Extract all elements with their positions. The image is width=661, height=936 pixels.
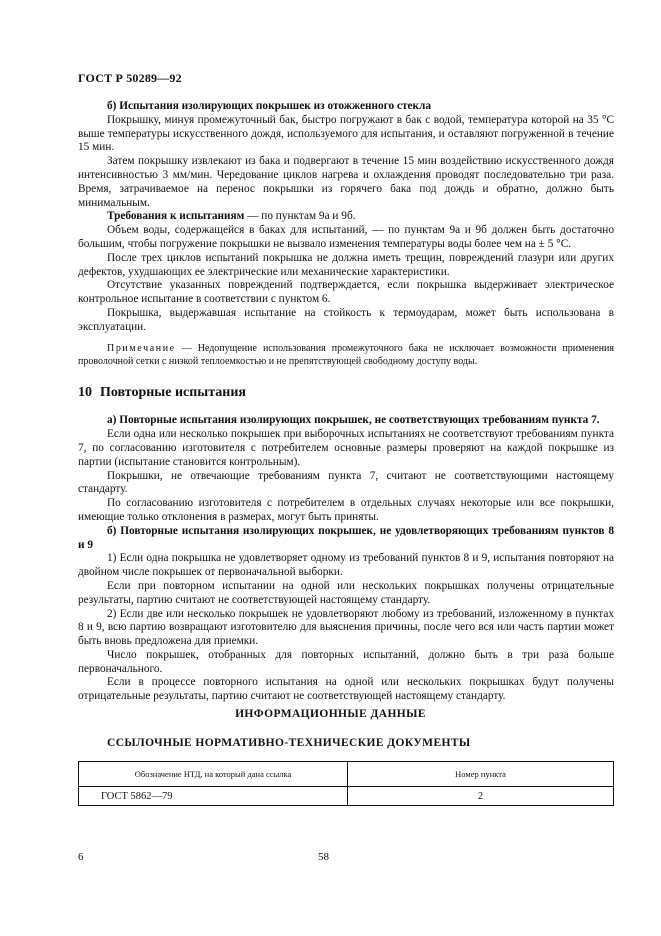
edition-number: 6 bbox=[78, 851, 84, 863]
bold-subheading: б) Повторные испытания изолирующих покрышек, не удовлетворяющих требованиям пунктов 8 и 9 bbox=[78, 524, 614, 551]
table-header-row bbox=[79, 762, 614, 787]
paragraph: После трех циклов испытаний покрышка не должна иметь трещин, повреждений глазури или других дефектов, ухудшающих ее электрические или механические характеристики. bbox=[78, 251, 614, 278]
column-header-designation: Обозначение НТД, на который дана ссылка bbox=[79, 762, 348, 787]
section-10-heading bbox=[78, 386, 614, 400]
section-title: Повторные испытания bbox=[100, 384, 246, 400]
note-text: — Недопущение использования промежуточного бака не исключает возможности применения проволочной сетки с низкой теплоемкостью и не препятствующей свободному доступу воды. bbox=[78, 342, 614, 367]
table-cell-designation: ГОСТ 5862—79 bbox=[79, 787, 348, 806]
refs-title: ССЫЛОЧНЫЕ НОРМАТИВНО-ТЕХНИЧЕСКИЕ ДОКУМЕНТЫ bbox=[107, 737, 471, 749]
paragraph: 1) Если одна покрышка не удовлетворяет одному из требований пунктов 8 и 9, испытания повторяют на двойном числе покрышек от первоначальной выборки. bbox=[78, 552, 614, 579]
page-number: 58 bbox=[318, 851, 329, 863]
references-table bbox=[78, 761, 614, 806]
paragraph: Отсутствие указанных повреждений подтверждается, если покрышка выдерживает электрическое контрольное испытание в соответствии с пунктом 6. bbox=[78, 279, 614, 306]
paragraph: Если одна или несколько покрышек при выборочных испытаниях не соответствуют требованиям пункта 7, по согласованию изготовителя с потребителем основные размеры проверяют на каждой покрышке из партии (испытание становится контрольным). bbox=[78, 428, 614, 468]
paragraph: 2) Если две или несколько покрышек не удовлетворяют любому из требований, изложенному в пунктах 8 и 9, всю партию возвращают изготовителю для выяснения причины, после чего вся или часть партии может быть вновь предложена для приемки. bbox=[78, 607, 614, 648]
info-title: ИНФОРМАЦИОННЫЕ ДАННЫЕ bbox=[235, 708, 426, 720]
inline-text: — по пунктам 9а и 9б. bbox=[244, 210, 356, 223]
bold-subheading: б) Испытания изолирующих покрышек из отожженного стекла bbox=[107, 100, 432, 112]
document-body bbox=[78, 100, 614, 704]
intro-paragraphs bbox=[78, 100, 614, 368]
table-cell-clause: 2 bbox=[348, 787, 614, 806]
paragraph: Если в процессе повторного испытания на одной или нескольких покрышках будут получены отрицательные результаты, партию считают не соответствующей настоящему стандарту. bbox=[78, 676, 614, 703]
table-row bbox=[79, 787, 614, 806]
section-number: 10 bbox=[78, 384, 92, 400]
note-label: Примечание bbox=[107, 342, 176, 354]
inline-bold-label: Требования к испытаниям bbox=[107, 210, 245, 223]
paragraph: Объем воды, содержащейся в баках для испытаний, — по пунктам 9а и 9б должен быть достаточно большим, чтобы погружение покрышки не вызвало изменения температуры воды более чем на ± 5 °С. bbox=[78, 224, 614, 250]
paragraph: Если при повторном испытании на одной или нескольких покрышках получены отрицательные результаты, партию считают не соответствующей настоящему стандарту. bbox=[78, 579, 614, 606]
paragraph: По согласованию изготовителя с потребителем в отдельных случаях некоторые или все покрышки, имеющие только отклонения в размерах, могут быть приняты. bbox=[78, 497, 614, 523]
bold-subheading: а) Повторные испытания изолирующих покрышек, не соответствующих требованиям пункта 7. bbox=[107, 414, 600, 427]
paragraph: Число покрышек, отобранных для повторных испытаний, должно быть в три раза больше первоначального. bbox=[78, 648, 614, 675]
paragraph: Покрышка, выдержавшая испытание на стойкость к термоударам, может быть использована в эксплуатации. bbox=[78, 306, 614, 333]
document-header: ГОСТ Р 50289—92 bbox=[78, 71, 182, 85]
column-header-clause: Номер пункта bbox=[348, 762, 614, 787]
note-paragraph bbox=[78, 342, 614, 368]
section-10-paragraphs bbox=[78, 414, 614, 704]
paragraph bbox=[78, 210, 614, 224]
paragraph: Покрышку, минуя промежуточный бак, быстро погружают в бак с водой, температура которой на 35 °С выше температуры искусственного дождя, используемого для испытания, и оставляют погруженной в течение 15 мин. bbox=[78, 113, 614, 154]
paragraph: Покрышки, не отвечающие требованиям пункта 7, считают не соответствующими настоящему стандарту. bbox=[78, 469, 614, 496]
paragraph: Затем покрышку извлекают из бака и подвергают в течение 15 мин воздействию искусственного дождя интенсивностью 3 мм/мин. Чередование циклов нагрева и охлаждения проводят последовательно три раза. Время, затрачиваемое на перенос покрышки из горячего бака под дождь и обратно, должно быть минимальным. bbox=[78, 155, 614, 209]
